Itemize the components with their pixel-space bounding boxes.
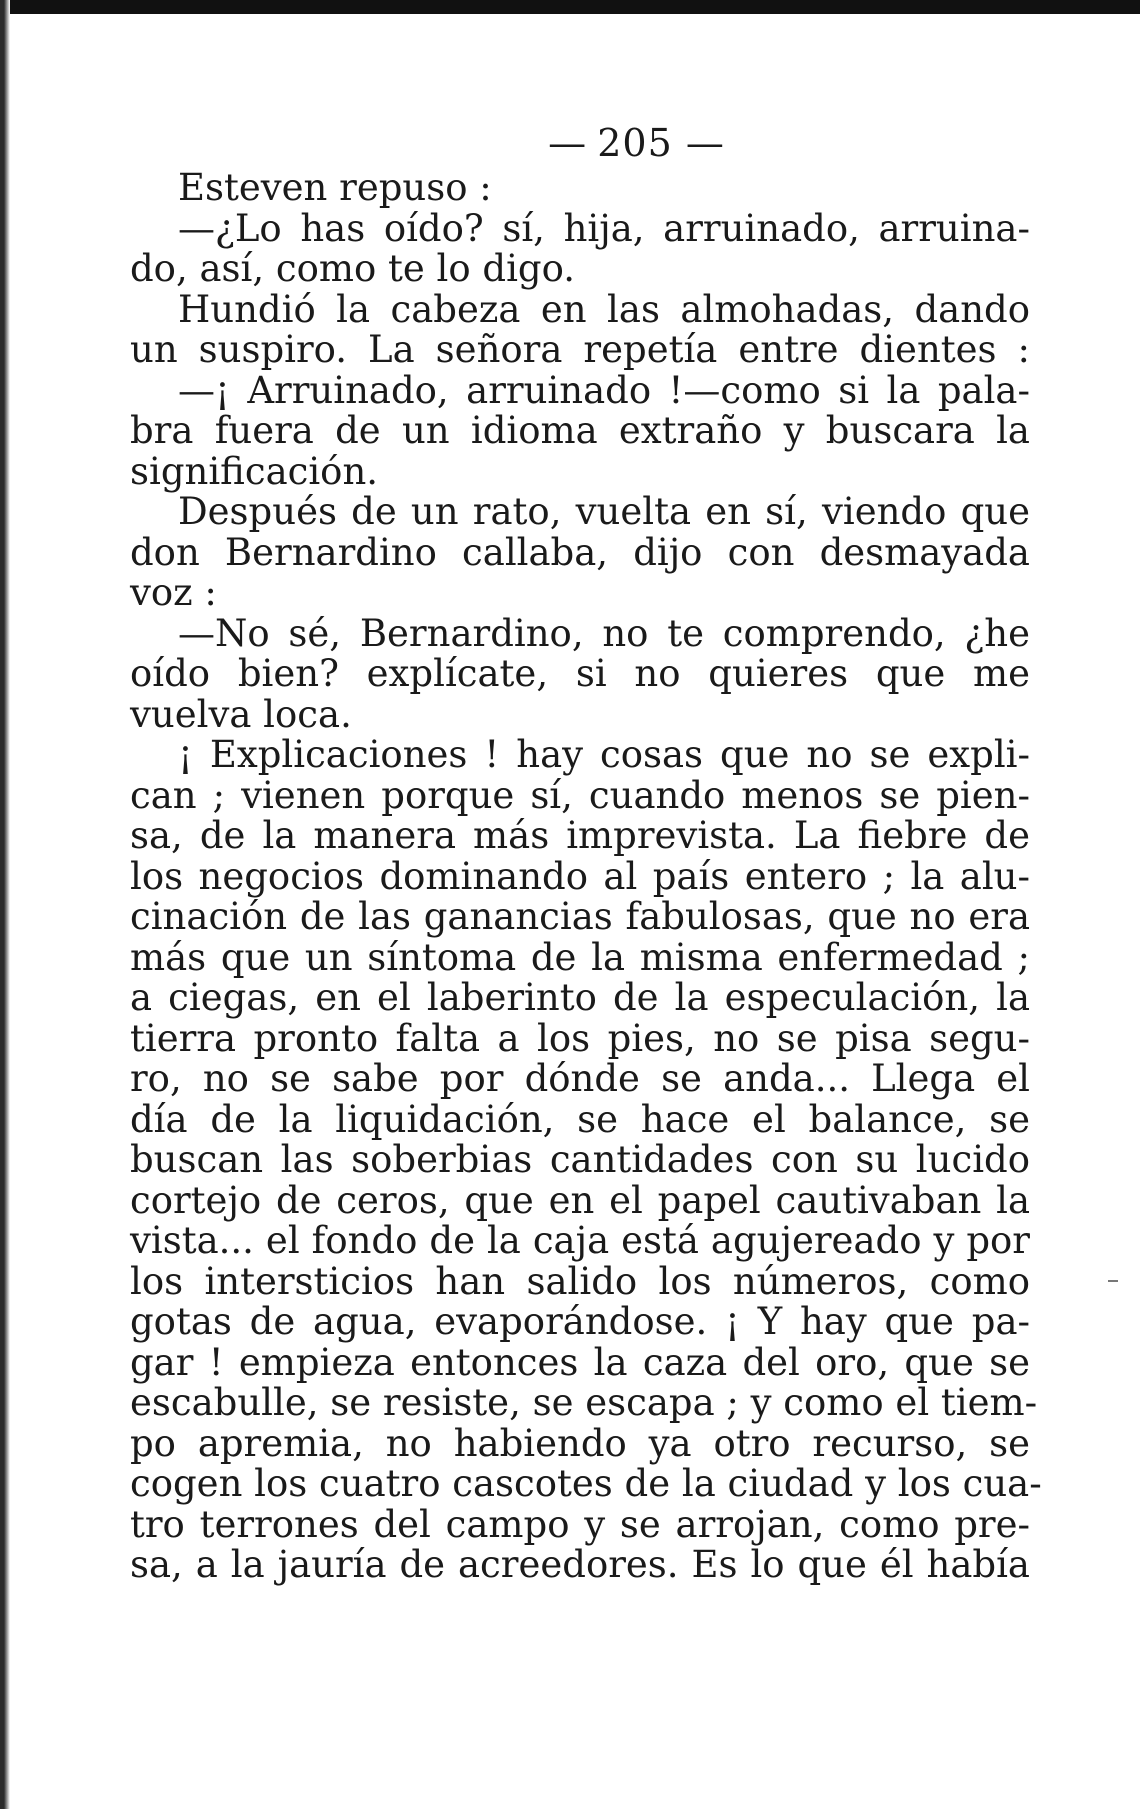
text-line: vista... el fondo de la caja está agujereado y por (130, 1219, 1030, 1262)
text-line: tro terrones del campo y se arrojan, como pre- (130, 1502, 1030, 1546)
text-line: más que un síntoma de la misma enfermedad ; (130, 935, 1030, 979)
page-number (240, 118, 1030, 168)
text-line: voz : (130, 571, 217, 614)
text-line: gotas de agua, evaporándose. ¡ Y hay que pa- (130, 1300, 1030, 1343)
text-line: significación. (130, 449, 379, 493)
text-line: Esteven repuso : (178, 166, 492, 209)
text-line: po apremia, no habiendo ya otro recurso, se (130, 1421, 1030, 1465)
book-page (130, 118, 1042, 1586)
text-line: vuelva loca. (130, 692, 352, 736)
text-line: bra fuera de un idioma extraño y buscara la (130, 409, 1030, 452)
text-line: ro, no se sabe por dónde se anda... Llega el (130, 1057, 1030, 1100)
text-line: ¡ Explicaciones ! hay cosas que no se expli- (178, 733, 1030, 776)
text-line: don Bernardino callaba, dijo con desmayada (130, 530, 1030, 574)
text-line: —No sé, Bernardino, no te comprendo, ¿he (178, 611, 1030, 655)
text-line: los negocios dominando al país entero ; la alu- (130, 854, 1030, 898)
margin-mark (1108, 1280, 1118, 1282)
scan-left-edge (0, 0, 10, 1809)
page-number-value: 205 (597, 121, 673, 165)
text-line: escabulle, se resiste, se escapa ; y como el tiem- (130, 1381, 1038, 1424)
text-line: cinación de las ganancias fabulosas, que no era (130, 895, 1030, 938)
text-line: gar ! empieza entonces la caza del oro, que se (130, 1340, 1030, 1384)
text-line: —¿Lo has oído? sí, hija, arruinado, arruina- (178, 206, 1030, 250)
text-line: sa, de la manera más imprevista. La fiebre de (130, 814, 1030, 857)
text-line: Hundió la cabeza en las almohadas, dando (178, 287, 1030, 331)
text-line: día de la liquidación, se hace el balance, se (130, 1097, 1030, 1141)
page-text (130, 166, 1042, 1586)
text-line: sa, a la jauría de acreedores. Es lo que él había (130, 1543, 1030, 1586)
text-line: cogen los cuatro cascotes de la ciudad y los cua- (130, 1462, 1042, 1505)
text-line: a ciegas, en el laberinto de la especulación, la (130, 976, 1030, 1019)
text-line: los intersticios han salido los números, como (130, 1259, 1030, 1303)
page-number-dash-left: — (548, 121, 585, 165)
scan-top-edge (0, 0, 1140, 14)
text-line: do, así, como te lo digo. (130, 247, 575, 290)
text-line: tierra pronto falta a los pies, no se pisa segu- (130, 1016, 1030, 1060)
page-number-dash-right: — (685, 121, 722, 165)
text-line: buscan las soberbias cantidades con su lucido (130, 1138, 1030, 1181)
text-line: Después de un rato, vuelta en sí, viendo que (178, 490, 1030, 533)
text-line: —¡ Arruinado, arruinado !—como si la pala- (178, 368, 1030, 412)
text-line: can ; vienen porque sí, cuando menos se pien- (130, 773, 1030, 817)
text-line: un suspiro. La señora repetía entre dientes : (130, 328, 1030, 371)
text-line: cortejo de ceros, que en el papel cautivaban la (130, 1178, 1030, 1222)
text-line: oído bien? explícate, si no quieres que me (130, 652, 1030, 695)
